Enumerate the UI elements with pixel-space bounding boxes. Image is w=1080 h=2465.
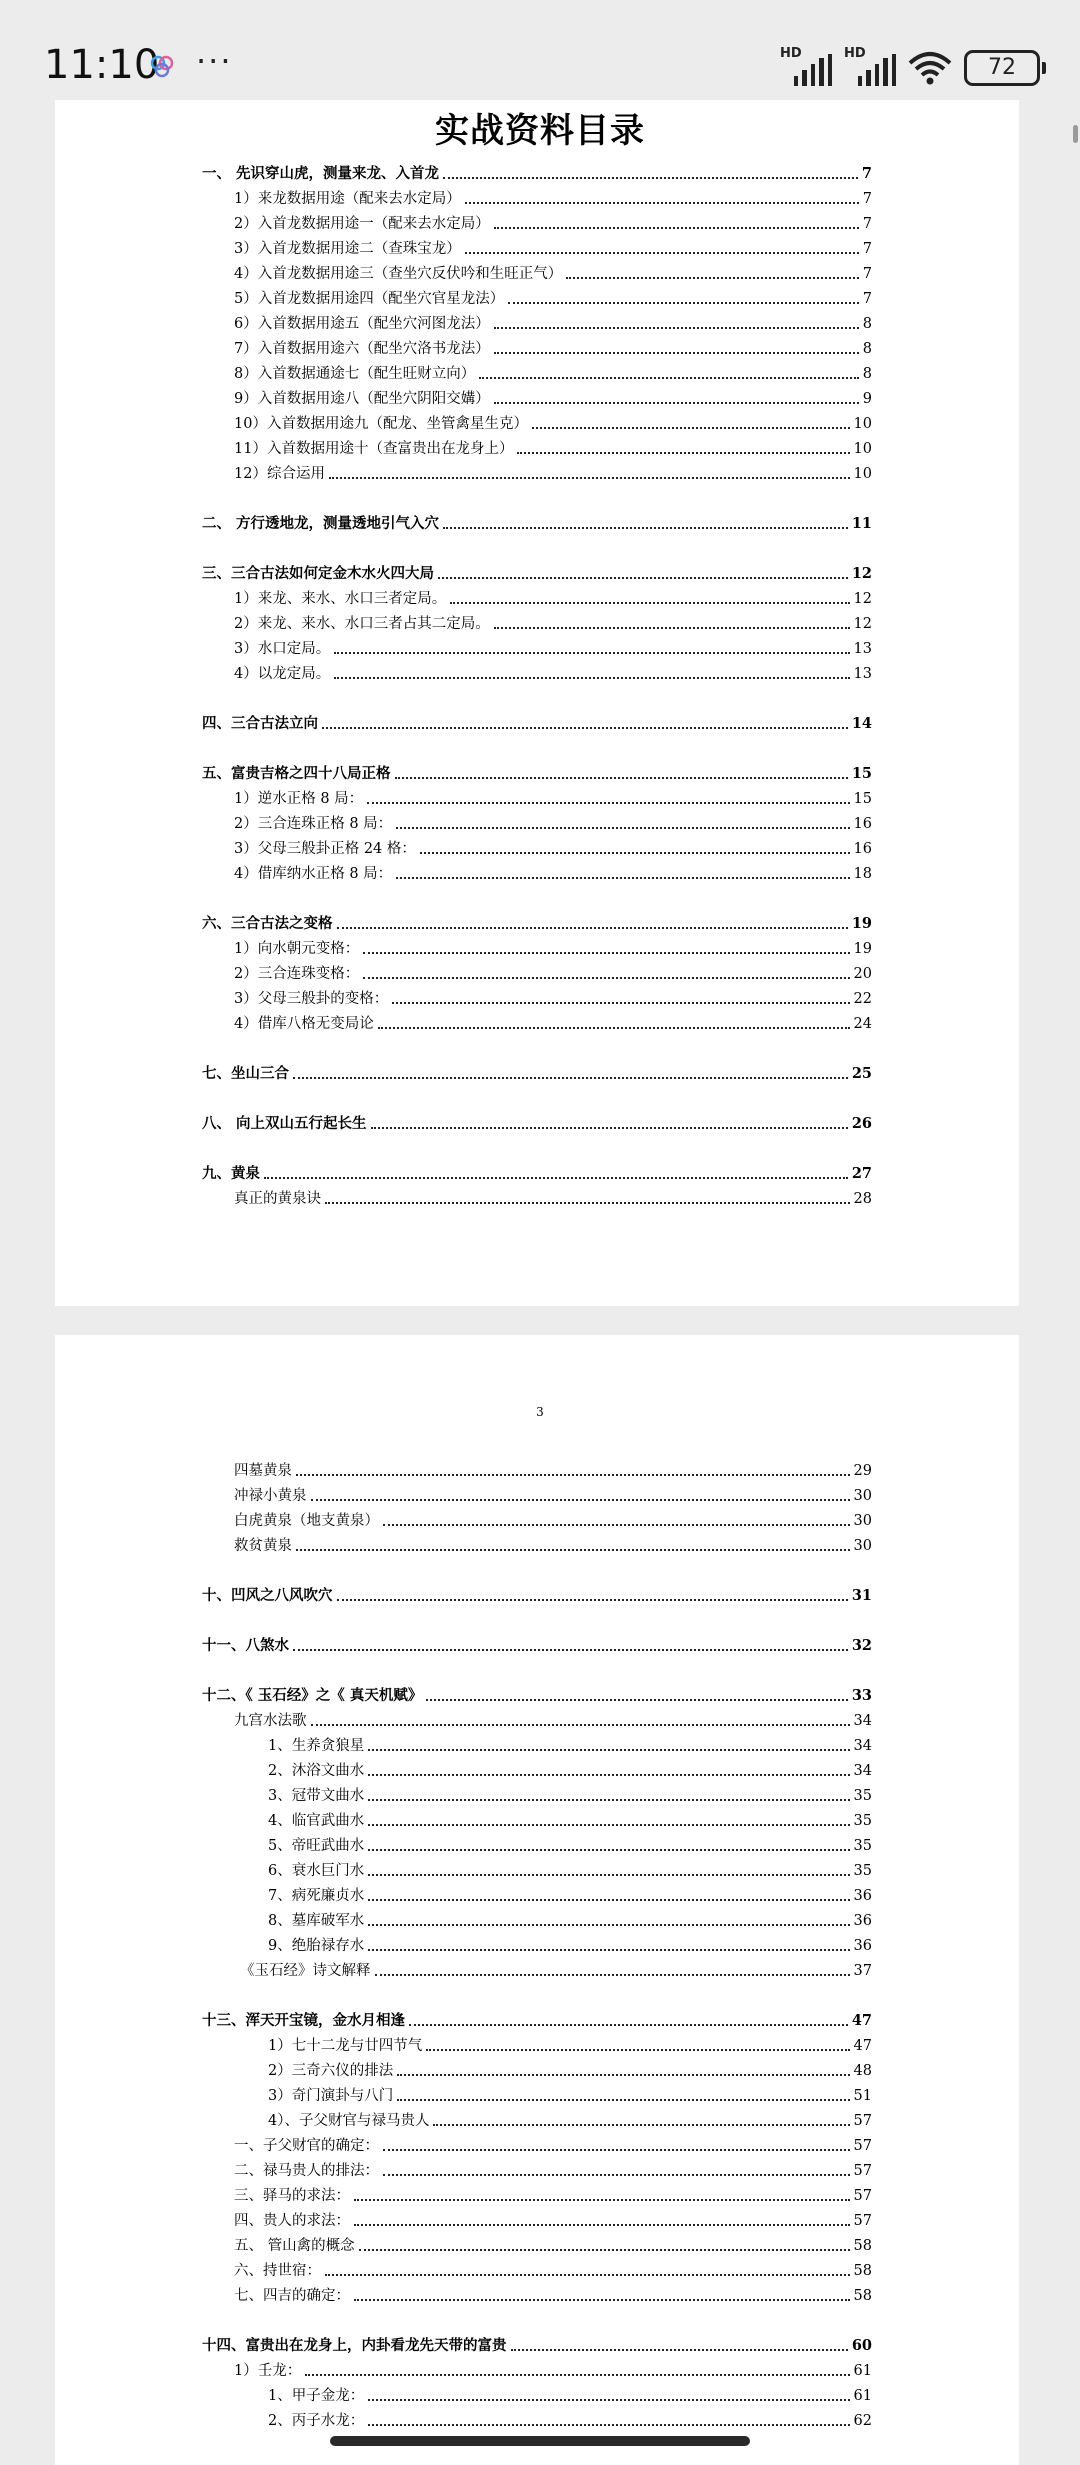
toc-entry-title: 四、贵人的求法： <box>234 2213 350 2229</box>
home-indicator[interactable] <box>330 2436 750 2446</box>
toc-page-number: 30 <box>853 1513 872 1529</box>
toc-entry-title: 十四、富贵出在龙身上，内卦看龙先天带的富贵 <box>202 2337 507 2354</box>
toc-dot-leader <box>494 227 859 229</box>
toc-entry[interactable] <box>234 438 872 460</box>
toc-page-number: 11 <box>851 515 872 532</box>
toc-page-number: 9 <box>862 391 872 407</box>
toc-dot-leader <box>383 1524 850 1526</box>
toc-page-number: 36 <box>853 1888 872 1904</box>
toc-dot-leader <box>368 1924 849 1926</box>
toc-entry-title: 2）入首龙数据用途一（配来去水定局） <box>234 216 490 232</box>
toc-dot-leader <box>359 2249 850 2251</box>
toc-chapter-entry[interactable] <box>202 1685 872 1707</box>
toc-dot-leader <box>450 602 849 604</box>
toc-entry[interactable] <box>234 2185 872 2207</box>
toc-page-number: 10 <box>853 441 872 457</box>
toc-dot-leader <box>325 2274 850 2276</box>
toc-entry-title: 一、 先识穿山虎，测量来龙、入首龙 <box>202 165 440 182</box>
toc-entry-title: 1）七十二龙与廿四节气 <box>268 2038 423 2054</box>
toc-entry[interactable] <box>234 988 872 1010</box>
toc-entry[interactable] <box>234 388 872 410</box>
toc-entry-title: 2）三奇六仪的排法 <box>268 2063 394 2079</box>
toc-page-number: 7 <box>861 165 872 182</box>
toc-entry[interactable] <box>240 1960 872 1982</box>
toc-page-number: 16 <box>853 816 872 832</box>
toc-dot-leader <box>363 977 849 979</box>
toc-dot-leader <box>311 1724 850 1726</box>
toc-dot-leader <box>296 1474 850 1476</box>
toc-entry[interactable] <box>268 1860 872 1882</box>
toc-chapter-entry[interactable] <box>202 1163 872 1185</box>
toc-entry-title: 真正的黄泉诀 <box>234 1191 321 1207</box>
toc-dot-leader <box>368 1849 849 1851</box>
toc-entry[interactable] <box>234 363 872 385</box>
toc-page-number: 14 <box>851 715 872 732</box>
toc-dot-leader <box>409 2024 848 2026</box>
toc-page-number: 26 <box>851 1115 872 1132</box>
toc-entry[interactable] <box>268 1835 872 1857</box>
toc-entry-title: 十三、浑天开宝镜，金水月相逢 <box>202 2012 405 2029</box>
toc-page-number: 62 <box>853 2413 872 2429</box>
toc-dot-leader <box>329 477 850 479</box>
toc-entry[interactable] <box>268 2085 872 2107</box>
toc-dot-leader <box>368 1949 849 1951</box>
toc-dot-leader <box>494 627 850 629</box>
toc-page-number: 13 <box>853 641 872 657</box>
toc-dot-leader <box>383 2174 850 2176</box>
toc-chapter-entry[interactable] <box>202 2335 872 2357</box>
toc-entry[interactable] <box>234 313 872 335</box>
toc-entry[interactable] <box>268 1785 872 1807</box>
toc-page-number: 34 <box>853 1738 872 1754</box>
toc-entry[interactable] <box>234 2210 872 2232</box>
toc-entry[interactable] <box>234 263 872 285</box>
toc-entry-title: 2）三合连珠正格 8 局： <box>234 816 393 832</box>
toc-page-number: 33 <box>851 1687 872 1704</box>
toc-page-number: 61 <box>853 2388 872 2404</box>
toc-page-number: 30 <box>853 1538 872 1554</box>
toc-dot-leader <box>378 1027 850 1029</box>
toc-entry-title: 1、生养贪狼星 <box>268 1738 365 1754</box>
toc-page-number: 30 <box>853 1488 872 1504</box>
toc-entry-title: 2）三合连珠变格： <box>234 966 360 982</box>
toc-entry-title: 3、冠带文曲水 <box>268 1788 365 1804</box>
toc-page-number: 57 <box>853 2163 872 2179</box>
toc-dot-leader <box>337 927 848 929</box>
toc-chapter-entry[interactable] <box>202 913 872 935</box>
toc-page-number: 10 <box>853 466 872 482</box>
toc-entry[interactable] <box>234 1460 872 1482</box>
toc-dot-leader <box>354 2224 850 2226</box>
signal-icon <box>780 46 832 86</box>
toc-entry-title: 6）入首数据用途五（配坐穴河图龙法） <box>234 316 490 332</box>
toc-page-number: 7 <box>862 216 872 232</box>
toc-page-number: 7 <box>862 191 872 207</box>
toc-page-number: 29 <box>853 1463 872 1479</box>
toc-entry-title: 3）水口定局。 <box>234 641 331 657</box>
toc-entry[interactable] <box>234 2235 872 2257</box>
toc-entry-title: 九、黄泉 <box>202 1165 260 1182</box>
toc-dot-leader <box>305 2374 849 2376</box>
toc-page-number: 57 <box>853 2113 872 2129</box>
toc-entry-title: 六、持世宿： <box>234 2263 321 2279</box>
toc-page-number: 8 <box>862 341 872 357</box>
toc-page-number: 19 <box>853 941 872 957</box>
toc-page-number: 58 <box>853 2263 872 2279</box>
toc-entry[interactable] <box>234 613 872 635</box>
toc-entry[interactable] <box>234 838 872 860</box>
toc-dot-leader <box>517 452 849 454</box>
toc-entry[interactable] <box>234 413 872 435</box>
toc-entry-title: 11）入首数据用途十（查富贵出在龙身上） <box>234 441 514 457</box>
toc-dot-leader <box>494 352 859 354</box>
toc-entry-title: 十、凹风之八风吹穴 <box>202 1587 333 1604</box>
toc-dot-leader <box>334 677 849 679</box>
toc-chapter-entry[interactable] <box>202 1113 872 1135</box>
toc-dot-leader <box>296 1549 850 1551</box>
toc-dot-leader <box>367 802 849 804</box>
toc-entry[interactable] <box>234 338 872 360</box>
toc-entry-title: 七、四吉的确定： <box>234 2288 350 2304</box>
toc-dot-leader <box>426 2049 849 2051</box>
toc-entry[interactable] <box>268 2110 872 2132</box>
toc-page-number: 57 <box>853 2213 872 2229</box>
toc-dot-leader <box>337 1599 848 1601</box>
toc-entry-title: 10）入首数据用途九（配龙、坐管禽星生克） <box>234 416 528 432</box>
toc-dot-leader <box>426 1699 847 1701</box>
toc-entry[interactable] <box>268 2060 872 2082</box>
toc-entry[interactable] <box>268 1760 872 1782</box>
toc-entry[interactable] <box>234 588 872 610</box>
toc-chapter-entry[interactable] <box>202 163 872 185</box>
toc-page-number: 32 <box>851 1637 872 1654</box>
signal-hd-label: HD <box>780 46 802 61</box>
toc-dot-leader <box>392 1002 849 1004</box>
toc-entry[interactable] <box>234 2285 872 2307</box>
toc-entry-title: 6、衰水巨门水 <box>268 1863 365 1879</box>
toc-dot-leader <box>371 1127 848 1129</box>
toc-entry-title: 三、三合古法如何定金木水火四大局 <box>202 565 434 582</box>
document-title: 实战资料目录 <box>435 111 645 151</box>
toc-dot-leader <box>397 2099 849 2101</box>
toc-entry-title: 十一、八煞水 <box>202 1637 289 1654</box>
toc-entry[interactable] <box>234 1710 872 1732</box>
toc-entry[interactable] <box>234 238 872 260</box>
toc-dot-leader <box>383 2149 850 2151</box>
toc-chapter-entry[interactable] <box>202 2010 872 2032</box>
toc-page-number: 15 <box>853 791 872 807</box>
toc-entry-title: 3）父母三般卦的变格： <box>234 991 389 1007</box>
toc-entry-title: 九宫水法歌 <box>234 1713 307 1729</box>
toc-page-number: 35 <box>853 1788 872 1804</box>
toc-page-number: 7 <box>862 241 872 257</box>
toc-page-number: 15 <box>851 765 872 782</box>
toc-entry-title: 二、禄马贵人的排法： <box>234 2163 379 2179</box>
toc-page-number: 47 <box>853 2038 872 2054</box>
toc-dot-leader <box>443 527 848 529</box>
toc-entry[interactable] <box>268 2385 872 2407</box>
toc-entry[interactable] <box>234 638 872 660</box>
toc-entry-title: 白虎黄泉（地支黄泉） <box>234 1513 379 1529</box>
toc-page-number: 58 <box>853 2288 872 2304</box>
toc-entry-title: 四、三合古法立向 <box>202 715 318 732</box>
toc-entry-title: 1）来龙、来水、水口三者定局。 <box>234 591 447 607</box>
toc-page-number: 12 <box>851 565 872 582</box>
toc-dot-leader <box>420 852 850 854</box>
status-time: 11:10 <box>44 42 160 88</box>
toc-dot-leader <box>479 377 859 379</box>
toc-page-number: 57 <box>853 2188 872 2204</box>
toc-entry-title: 四墓黄泉 <box>234 1463 292 1479</box>
wifi-icon <box>908 51 952 85</box>
toc-entry-title: 4）借库纳水正格 8 局： <box>234 866 393 882</box>
toc-chapter-entry[interactable] <box>202 713 872 735</box>
toc-entry-title: 《玉石经》诗文解释 <box>240 1963 371 1979</box>
toc-entry-title: 4）借库八格无变局论 <box>234 1016 374 1032</box>
toc-entry-title: 2）来龙、来水、水口三者占其二定局。 <box>234 616 490 632</box>
toc-dot-leader <box>363 952 849 954</box>
toc-entry-title: 八、 向上双山五行起长生 <box>202 1115 367 1132</box>
toc-entry[interactable] <box>234 813 872 835</box>
toc-page-number: 18 <box>853 866 872 882</box>
toc-page-number: 27 <box>851 1165 872 1182</box>
toc-entry[interactable] <box>268 1810 872 1832</box>
toc-page-number: 58 <box>853 2238 872 2254</box>
toc-page-number: 13 <box>853 666 872 682</box>
toc-entry-title: 4）、子父财官与禄马贵人 <box>268 2113 430 2129</box>
more-notifications-icon: ··· <box>196 42 233 80</box>
toc-page-number: 20 <box>853 966 872 982</box>
toc-chapter-entry[interactable] <box>202 1585 872 1607</box>
toc-dot-leader <box>465 252 859 254</box>
toc-entry-title: 1）壬龙： <box>234 2363 302 2379</box>
toc-page-number: 25 <box>851 1065 872 1082</box>
toc-page-number: 16 <box>853 841 872 857</box>
toc-entry-title: 7）入首数据用途六（配坐穴洛书龙法） <box>234 341 490 357</box>
toc-entry[interactable] <box>268 1910 872 1932</box>
toc-entry-title: 7、病死廉贞水 <box>268 1888 365 1904</box>
toc-entry[interactable] <box>234 288 872 310</box>
toc-page-number: 57 <box>853 2138 872 2154</box>
toc-page-number: 19 <box>851 915 872 932</box>
toc-entry-title: 十二、《 玉石经》之《 真天机赋》 <box>202 1687 423 1704</box>
toc-dot-leader <box>566 277 859 279</box>
toc-entry[interactable] <box>268 2410 872 2432</box>
toc-entry-title: 8）入首数据通途七（配生旺财立向） <box>234 366 476 382</box>
toc-page-number: 51 <box>853 2088 872 2104</box>
toc-dot-leader <box>368 1749 849 1751</box>
toc-page-number: 22 <box>853 991 872 1007</box>
toc-dot-leader <box>465 202 859 204</box>
toc-page-number: 8 <box>862 316 872 332</box>
toc-entry-title: 4、临官武曲水 <box>268 1813 365 1829</box>
toc-entry-title: 七、坐山三合 <box>202 1065 289 1082</box>
toc-entry-title: 六、三合古法之变格 <box>202 915 333 932</box>
toc-dot-leader <box>368 1824 849 1826</box>
toc-entry[interactable] <box>268 1735 872 1757</box>
toc-entry[interactable] <box>268 1935 872 1957</box>
toc-dot-leader <box>354 2299 850 2301</box>
toc-entry-title: 4）以龙定局。 <box>234 666 331 682</box>
toc-chapter-entry[interactable] <box>202 1635 872 1657</box>
toc-entry[interactable] <box>234 863 872 885</box>
toc-page-number: 35 <box>853 1838 872 1854</box>
toc-dot-leader <box>438 577 848 579</box>
toc-dot-leader <box>396 877 849 879</box>
toc-page-number: 8 <box>862 366 872 382</box>
toc-dot-leader <box>368 2424 849 2426</box>
toc-entry-title: 3）入首龙数据用途二（查珠宝龙） <box>234 241 461 257</box>
page-number: 3 <box>536 1405 544 1419</box>
toc-entry-title: 五、富贵吉格之四十八局正格 <box>202 765 391 782</box>
toc-entry[interactable] <box>268 2035 872 2057</box>
toc-dot-leader <box>397 2074 849 2076</box>
toc-page-number: 47 <box>851 2012 872 2029</box>
toc-entry-title: 1）向水朝元变格： <box>234 941 360 957</box>
toc-entry-title: 二、 方行透地龙，测量透地引气入穴 <box>202 515 440 532</box>
toc-page-number: 61 <box>853 2363 872 2379</box>
toc-entry-title: 5）入首龙数据用途四（配坐穴官星龙法） <box>234 291 505 307</box>
toc-dot-leader <box>494 402 859 404</box>
toc-dot-leader <box>334 652 849 654</box>
toc-dot-leader <box>368 2399 849 2401</box>
toc-entry-title: 9）入首数据用途八（配坐穴阴阳交媾） <box>234 391 490 407</box>
toc-dot-leader <box>511 2349 848 2351</box>
signal-hd-label: HD <box>844 46 866 61</box>
toc-page-number: 48 <box>853 2063 872 2079</box>
toc-entry[interactable] <box>234 1510 872 1532</box>
toc-entry[interactable] <box>234 463 872 485</box>
toc-page-number: 28 <box>853 1191 872 1207</box>
battery-icon: 72 <box>964 50 1040 86</box>
toc-dot-leader <box>494 327 859 329</box>
toc-dot-leader <box>368 1799 849 1801</box>
toc-dot-leader <box>395 777 848 779</box>
toc-entry[interactable] <box>234 1013 872 1035</box>
toc-dot-leader <box>368 1899 849 1901</box>
toc-page-number: 36 <box>853 1938 872 1954</box>
toc-page-number: 60 <box>851 2337 872 2354</box>
toc-page-number: 35 <box>853 1863 872 1879</box>
toc-entry[interactable] <box>234 2260 872 2282</box>
toc-page-number: 31 <box>851 1587 872 1604</box>
toc-dot-leader <box>311 1499 850 1501</box>
toc-page-number: 12 <box>853 616 872 632</box>
toc-dot-leader <box>325 1202 850 1204</box>
toc-dot-leader <box>375 1974 850 1976</box>
toc-dot-leader <box>508 302 859 304</box>
toc-entry[interactable] <box>234 788 872 810</box>
toc-dot-leader <box>354 2199 850 2201</box>
toc-page-number: 10 <box>853 416 872 432</box>
signal-icon <box>844 46 896 86</box>
toc-entry-title: 2、沐浴文曲水 <box>268 1763 365 1779</box>
toc-page-number: 24 <box>853 1016 872 1032</box>
toc-dot-leader <box>443 177 858 179</box>
toc-entry[interactable] <box>234 188 872 210</box>
toc-entry-title: 1）来龙数据用途（配来去水定局） <box>234 191 461 207</box>
toc-entry-title: 一、子父财官的确定： <box>234 2138 379 2154</box>
toc-entry[interactable] <box>234 2360 872 2382</box>
toc-dot-leader <box>322 727 848 729</box>
toc-dot-leader <box>532 427 850 429</box>
toc-entry-title: 4）入首龙数据用途三（查坐穴反伏吟和生旺正气） <box>234 266 563 282</box>
toc-page-number: 36 <box>853 1913 872 1929</box>
toc-entry-title: 救贫黄泉 <box>234 1538 292 1554</box>
app-clover-icon <box>147 52 177 82</box>
toc-dot-leader <box>293 1649 848 1651</box>
toc-entry[interactable] <box>234 1188 872 1210</box>
toc-entry-title: 1）逆水正格 8 局： <box>234 791 364 807</box>
toc-entry[interactable] <box>268 1885 872 1907</box>
toc-page-number: 7 <box>862 266 872 282</box>
toc-chapter-entry[interactable] <box>202 563 872 585</box>
toc-chapter-entry[interactable] <box>202 1063 872 1085</box>
toc-page-number: 7 <box>862 291 872 307</box>
toc-entry-title: 3）父母三般卦正格 24 格： <box>234 841 416 857</box>
toc-entry[interactable] <box>234 2135 872 2157</box>
toc-entry-title: 3）奇门演卦与八门 <box>268 2088 394 2104</box>
toc-entry-title: 1、甲子金龙： <box>268 2388 365 2404</box>
toc-entry-title: 五、 管山禽的概念 <box>234 2238 355 2254</box>
toc-entry-title: 冲禄小黄泉 <box>234 1488 307 1504</box>
toc-entry[interactable] <box>234 938 872 960</box>
toc-dot-leader <box>368 1774 849 1776</box>
toc-dot-leader <box>368 1874 849 1876</box>
scrollbar-thumb[interactable] <box>1073 125 1078 143</box>
toc-page-number: 35 <box>853 1813 872 1829</box>
toc-page-number: 12 <box>853 591 872 607</box>
toc-entry-title: 2、丙子水龙： <box>268 2413 365 2429</box>
toc-entry-title: 5、帝旺武曲水 <box>268 1838 365 1854</box>
toc-entry[interactable] <box>234 1535 872 1557</box>
toc-entry[interactable] <box>234 213 872 235</box>
toc-entry[interactable] <box>234 1485 872 1507</box>
toc-chapter-entry[interactable] <box>202 763 872 785</box>
toc-dot-leader <box>396 827 849 829</box>
toc-dot-leader <box>293 1077 848 1079</box>
toc-dot-leader <box>433 2124 849 2126</box>
toc-page-number: 34 <box>853 1713 872 1729</box>
toc-entry-title: 9、绝胎禄存水 <box>268 1938 365 1954</box>
toc-entry-title: 8、墓库破军水 <box>268 1913 365 1929</box>
toc-dot-leader <box>264 1177 848 1179</box>
toc-page-number: 34 <box>853 1763 872 1779</box>
toc-entry[interactable] <box>234 2160 872 2182</box>
toc-entry-title: 三、驿马的求法： <box>234 2188 350 2204</box>
toc-chapter-entry[interactable] <box>202 513 872 535</box>
toc-entry[interactable] <box>234 963 872 985</box>
toc-entry-title: 12）综合运用 <box>234 466 325 482</box>
status-bar <box>0 0 1080 100</box>
toc-entry[interactable] <box>234 663 872 685</box>
toc-page-number: 37 <box>853 1963 872 1979</box>
